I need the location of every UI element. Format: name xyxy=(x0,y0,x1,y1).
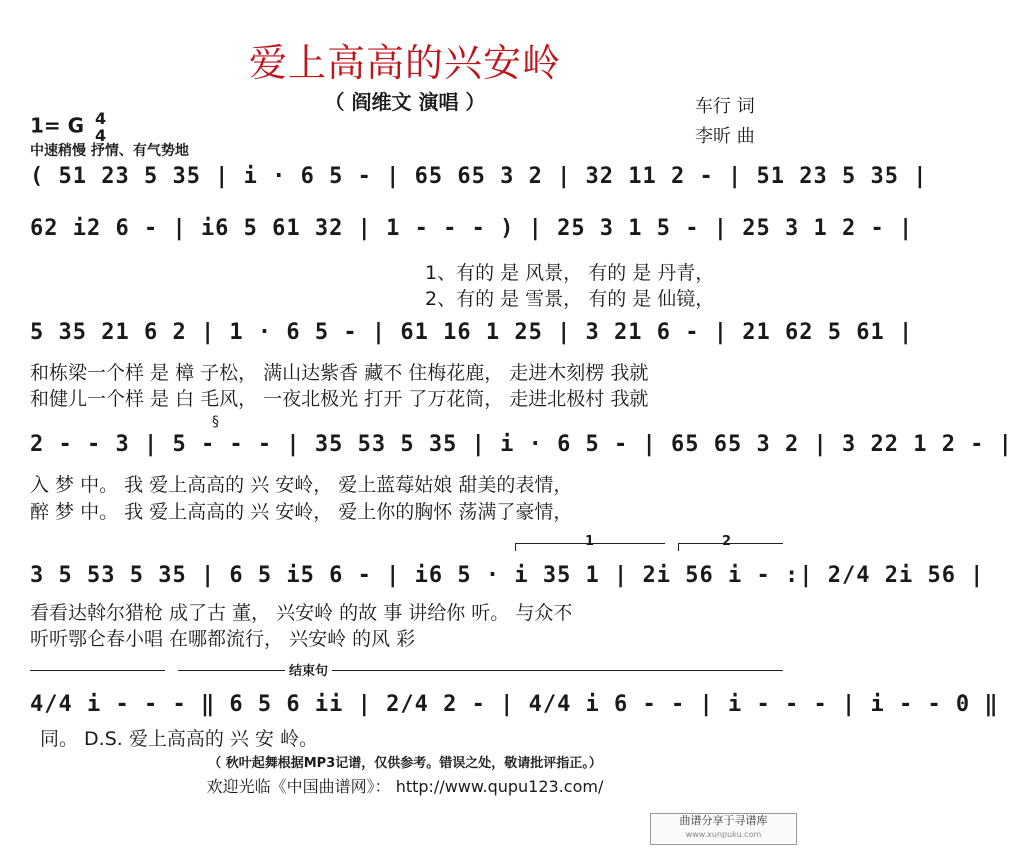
tempo-marking: 中速稍慢 抒情、有气势地 xyxy=(30,143,189,159)
segno-icon: § xyxy=(212,414,219,430)
section-line-right xyxy=(178,670,783,671)
time-sig-bottom: 4 xyxy=(95,126,107,145)
lyrics-row-5-verse-1: 看看达斡尔猎枪 成了古 董， 兴安岭 的故 事 讲给你 听。 与众不 xyxy=(30,602,573,624)
watermark-line-2: www.xunpuku.com xyxy=(685,830,762,839)
song-title: 爱上高高的兴安岭 xyxy=(248,41,561,85)
watermark xyxy=(650,813,797,845)
composer-credit: 李昕 曲 xyxy=(695,126,755,147)
section-line-left xyxy=(30,670,165,671)
lyrics-row-5-verse-2: 听听鄂仑春小唱 在哪都流行， 兴安岭 的风 彩 xyxy=(30,628,416,650)
watermark-line-1: 曲谱分享于寻谱库 xyxy=(679,814,768,827)
notation-row-5: 3 5 53 5 35 | 6 5 i5 6 - | i6 5 · i 35 1 | 2i 56 i - :| 2/4 2i 56 | xyxy=(30,563,985,588)
notation-row-3: 5 35 21 6 2 | 1 · 6 5 - | 61 16 1 25 | 3 21 6 - | 21 62 5 61 | xyxy=(30,320,914,345)
website-credit: 欢迎光临《中国曲谱网》： http://www.qupu123.com/ xyxy=(206,777,604,796)
notation-row-6: 4/4 i - - - ‖ 6 5 6 ii | 2/4 2 - | 4/4 i 6 - - | i - - - | i - - 0 ‖ xyxy=(30,692,999,717)
lyrics-row-6: 同。 D.S. 爱上高高的 兴 安 岭。 xyxy=(40,728,318,750)
notation-row-2: 62 i2 6 - | i6 5 61 32 | 1 - - - ) | 25 3 1 5 - | 25 3 1 2 - | xyxy=(30,216,914,241)
singer-credit: （ 阎维文 演唱 ） xyxy=(324,90,486,114)
time-sig-top: 4 xyxy=(95,109,107,128)
time-signature xyxy=(95,110,106,144)
lyrics-row-3-verse-2: 和健儿一个样 是 白 毛风， 一夜北极光 打开 了万花筒， 走进北极村 我就 xyxy=(30,388,649,410)
key-label: 1= G xyxy=(30,113,85,138)
volta-1-label: 1 xyxy=(585,534,595,549)
notation-row-1: ( 51 23 5 35 | i · 6 5 - | 65 65 3 2 | 32 11 2 - | 51 23 5 35 | xyxy=(30,164,928,189)
volta-2-label: 2 xyxy=(722,534,732,549)
lyrics-row-4-verse-1: 入 梦 中。 我 爱上高高的 兴 安岭， 爱上蓝莓姑娘 甜美的表情， xyxy=(30,474,573,496)
key-signature xyxy=(30,110,106,144)
volta-2-edge xyxy=(678,543,679,551)
lyrics-row-2-verse-2: 2、有的 是 雪景， 有的 是 仙镜， xyxy=(425,288,715,310)
volta-1-edge xyxy=(515,543,516,551)
transcriber-note: （ 秋叶起舞根据MP3记谱，仅供参考。错误之处，敬请批评指正。） xyxy=(208,756,602,771)
notation-row-4: 2 - - 3 | 5 - - - | 35 53 5 35 | i · 6 5 - | 65 65 3 2 | 3 22 1 2 - | xyxy=(30,432,1013,457)
lyrics-row-3-verse-1: 和栋梁一个样 是 樟 子松， 满山达紫香 藏不 住梅花鹿， 走进木刻楞 我就 xyxy=(30,362,649,384)
section-label-ending: 结束句 xyxy=(285,660,332,679)
lyrics-row-4-verse-2: 醉 梦 中。 我 爱上高高的 兴 安岭， 爱上你的胸怀 荡满了豪情， xyxy=(30,501,573,523)
lyrics-row-2-verse-1: 1、有的 是 风景， 有的 是 丹青， xyxy=(425,262,715,284)
lyricist-credit: 车行 词 xyxy=(695,96,755,117)
